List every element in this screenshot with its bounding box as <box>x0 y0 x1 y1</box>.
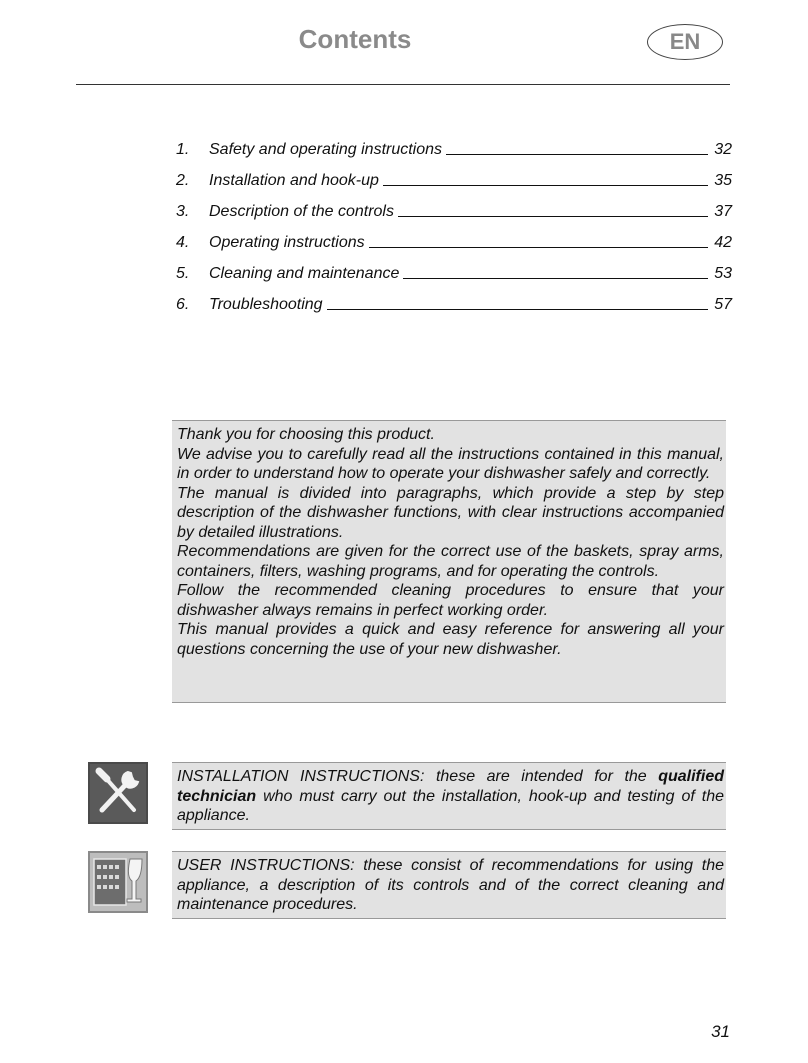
page-number: 31 <box>711 1022 730 1041</box>
installation-box <box>172 762 726 830</box>
intro-box <box>172 420 726 703</box>
intro-paragraph: Thank you for choosing this product. <box>177 426 435 443</box>
toc-entry-page: 53 <box>714 265 732 282</box>
toc-entry-1[interactable] <box>176 128 732 159</box>
toc-entry-number: 5. <box>176 265 190 282</box>
toc-entry-page: 35 <box>714 172 732 189</box>
installation-text-lead: INSTALLATION INSTRUCTIONS: these are intended for the <box>177 768 659 785</box>
toc-entry-title: Safety and operating instructions <box>209 141 443 158</box>
intro-paragraph: The manual is divided into paragraphs, which provide a step by step description of the dishwasher functions, with clear instructions accompanied by detailed illustrations. <box>177 484 724 541</box>
user-box <box>172 851 726 919</box>
intro-paragraph: Recommendations are given for the correct use of the baskets, spray arms, containers, filters, washing programs, and for operating the controls. <box>177 543 724 580</box>
page-title: Contents <box>298 24 412 54</box>
toc-entry-number: 2. <box>176 172 190 189</box>
tools-icon <box>88 762 148 824</box>
toc-entry-3[interactable] <box>176 190 732 221</box>
toc-entry-6[interactable] <box>176 283 732 314</box>
toc-entry-page: 37 <box>714 203 732 220</box>
dishwasher-glass-icon <box>88 851 148 913</box>
toc-entry-number: 3. <box>176 203 190 220</box>
intro-paragraph: Follow the recommended cleaning procedures to ensure that your dishwasher always remains in perfect working order. <box>177 582 724 619</box>
toc-entry-page: 42 <box>714 234 732 251</box>
toc-entry-5[interactable] <box>176 252 732 283</box>
toc-entry-page: 32 <box>714 141 732 158</box>
intro-paragraph: We advise you to carefully read all the instructions contained in this manual, in order to understand how to operate your dishwasher safely and correctly. <box>177 445 724 482</box>
installation-emphasis: qualified technician <box>177 768 724 805</box>
toc-entry-title: Installation and hook-up <box>209 172 379 189</box>
toc-entry-number: 4. <box>176 234 190 251</box>
toc-entry-4[interactable] <box>176 221 732 252</box>
toc-entry-number: 6. <box>176 296 190 313</box>
toc-leader <box>398 216 708 217</box>
toc-entry-title: Description of the controls <box>209 203 394 220</box>
toc-entry-page: 57 <box>714 296 732 313</box>
toc-leader <box>383 185 708 186</box>
user-text: USER INSTRUCTIONS: these consist of recommendations for using the appliance, a description of its controls and of the correct cleaning and maintenance procedures. <box>177 857 724 913</box>
installation-text-tail: who must carry out the installation, hook-up and testing of the appliance. <box>177 787 724 824</box>
toc-entry-number: 1. <box>176 141 190 158</box>
toc-leader <box>327 309 708 310</box>
toc-leader <box>446 154 708 155</box>
toc-entry-2[interactable] <box>176 159 732 190</box>
toc-leader <box>403 278 708 279</box>
toc-entry-title: Operating instructions <box>209 234 365 251</box>
language-badge: EN <box>647 24 723 60</box>
header-divider <box>76 84 730 85</box>
toc-entry-title: Cleaning and maintenance <box>209 265 400 282</box>
toc-leader <box>369 247 708 248</box>
intro-paragraph: This manual provides a quick and easy reference for answering all your questions concerning the use of your new dishwasher. <box>177 621 724 658</box>
toc-entry-title: Troubleshooting <box>209 296 323 313</box>
installation-text <box>177 767 724 826</box>
table-of-contents <box>176 128 732 314</box>
